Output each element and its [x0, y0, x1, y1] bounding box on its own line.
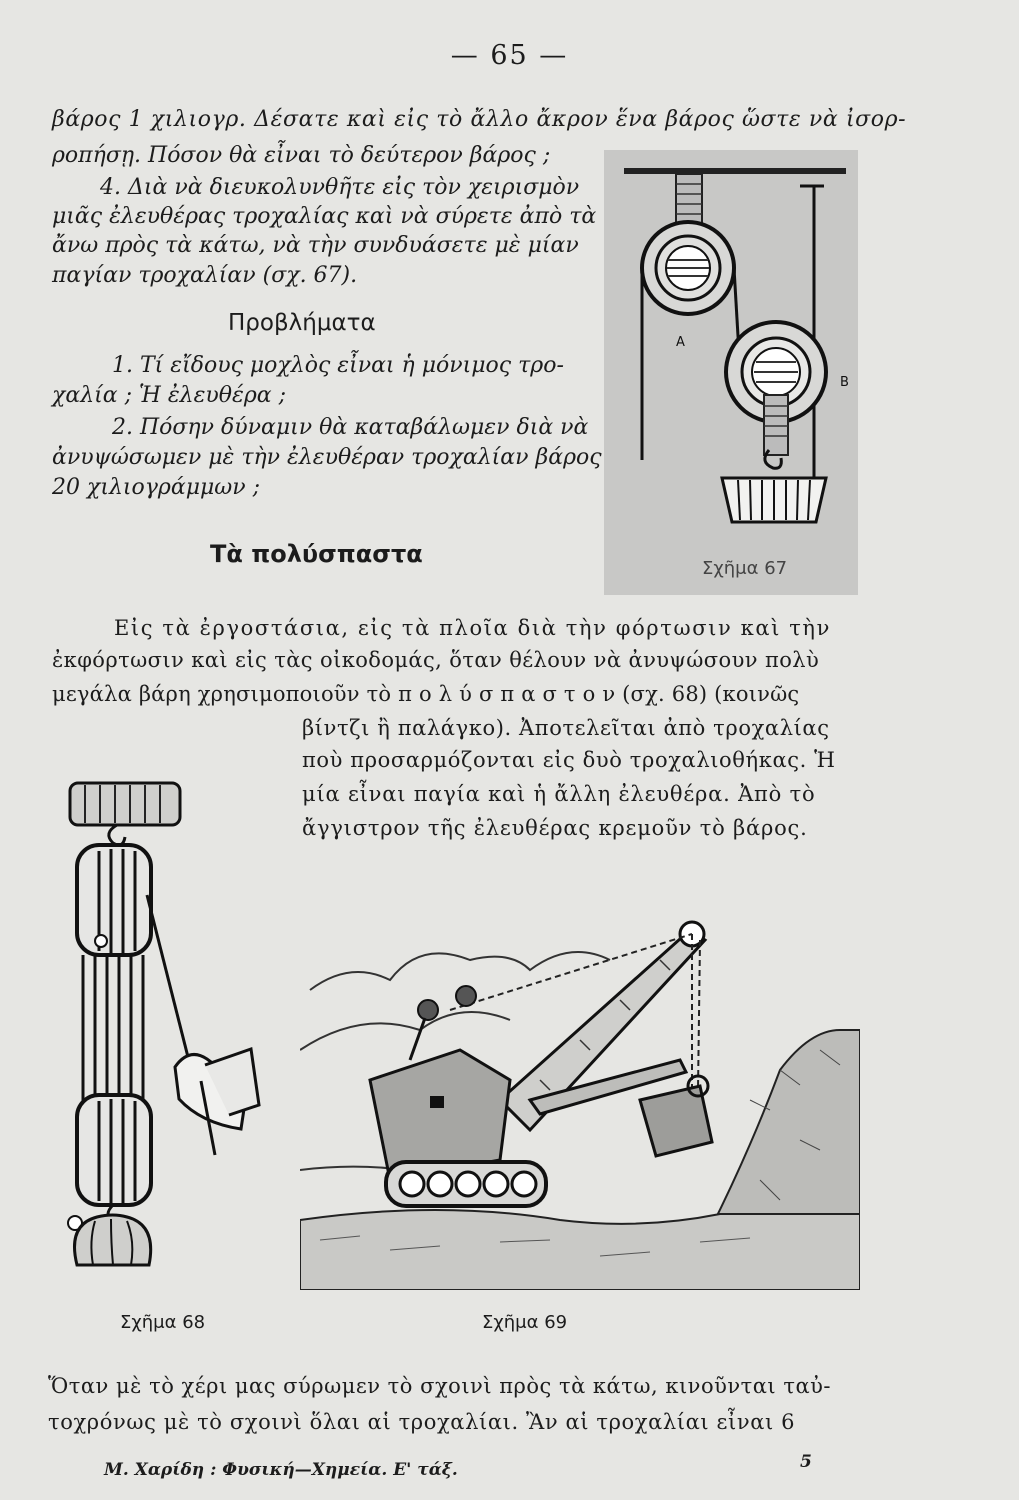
body-line-4: βίντζι ἢ παλάγκο). Ἀποτελεῖται ἀπὸ τροχαλίας: [302, 716, 830, 740]
footer-sheet-number: 5: [800, 1452, 812, 1472]
figure-69-drawing: [300, 900, 860, 1290]
intro-line-3: 4. Διὰ νὰ διευκολυνθῆτε εἰς τὸν χειρισμὸν: [100, 175, 580, 200]
body-line-7: ἄγγιστρον τῆς ἐλευθέρας κρεμοῦν τὸ βάρος.: [302, 816, 808, 840]
label-a: A: [676, 335, 685, 350]
problem-line-1: 1. Τί εἴδους μοχλὸς εἶναι ἡ μόνιμος τρο-: [112, 353, 564, 378]
problem-line-3: 2. Πόσην δύναμιν θὰ καταβάλωμεν διὰ νὰ: [112, 415, 589, 440]
figure-67-caption: Σχῆμα 67: [702, 558, 788, 579]
figure-67-drawing: [604, 150, 858, 595]
intro-line-2: ροπήσῃ. Πόσον θὰ εἶναι τὸ δεύτερον βάρος ;: [52, 143, 551, 168]
intro-line-1: βάρος 1 χιλιογρ. Δέσατε καὶ εἰς τὸ ἄλλο ἄκρον ἕνα βάρος ὥστε νὰ ἰσορ-: [52, 107, 907, 132]
body-line-1: Εἰς τὰ ἐργοστάσια, εἰς τὰ πλοῖα διὰ τὴν φόρτωσιν καὶ τὴν: [114, 616, 831, 640]
problem-line-2: χαλία ; Ἡ ἐλευθέρα ;: [52, 383, 287, 408]
problem-line-4: ἀνυψώσωμεν μὲ τὴν ἐλευθέραν τροχαλίαν βάρος: [52, 445, 602, 470]
intro-line-6: παγίαν τροχαλίαν (σχ. 67).: [52, 263, 358, 288]
body-line-3: μεγάλα βάρη χρησιμοποιοῦν τὸ π ο λ ύ σ π α σ τ ο ν (σχ. 68) (κοινῶς: [52, 682, 800, 706]
label-b: B: [840, 375, 849, 390]
footer-book-reference: Μ. Χαρίδη : Φυσική—Χημεία. Ε' τάξ.: [104, 1460, 458, 1480]
page-number: — 65 —: [450, 40, 569, 71]
section-heading: Τὰ πολύσπαστα: [210, 540, 423, 568]
closing-line-2: τοχρόνως μὲ τὸ σχοινὶ ὅλαι αἱ τροχαλίαι. Ἂν αἱ τροχαλίαι εἶναι 6: [48, 1410, 796, 1434]
body-line-5: ποὺ προσαρμόζονται εἰς δυὸ τροχαλιοθήκας. Ἡ: [302, 748, 836, 772]
body-line-6: μία εἶναι παγία καὶ ἡ ἄλλη ἐλευθέρα. Ἀπὸ τὸ: [302, 782, 816, 806]
figure-69-caption: Σχῆμα 69: [482, 1312, 568, 1333]
figure-67: [604, 150, 858, 595]
figure-68-drawing: [55, 765, 265, 1280]
intro-line-4: μιᾶς ἐλευθέρας τροχαλίας καὶ νὰ σύρετε ἀπὸ τὰ: [52, 204, 597, 229]
closing-line-1: Ὅταν μὲ τὸ χέρι μας σύρωμεν τὸ σχοινὶ πρὸς τὰ κάτω, κινοῦνται ταὐ-: [48, 1374, 831, 1398]
body-line-2: ἐκφόρτωσιν καὶ εἰς τὰς οἰκοδομάς, ὅταν θέλουν νὰ ἀνυψώσουν πολὺ: [52, 648, 820, 672]
problem-line-5: 20 χιλιογράμμων ;: [52, 475, 261, 500]
problems-heading: Προβλήματα: [228, 310, 376, 336]
intro-line-5: ἄνω πρὸς τὰ κάτω, νὰ τὴν συνδυάσετε μὲ μίαν: [52, 233, 579, 258]
figure-68-caption: Σχῆμα 68: [120, 1312, 206, 1333]
